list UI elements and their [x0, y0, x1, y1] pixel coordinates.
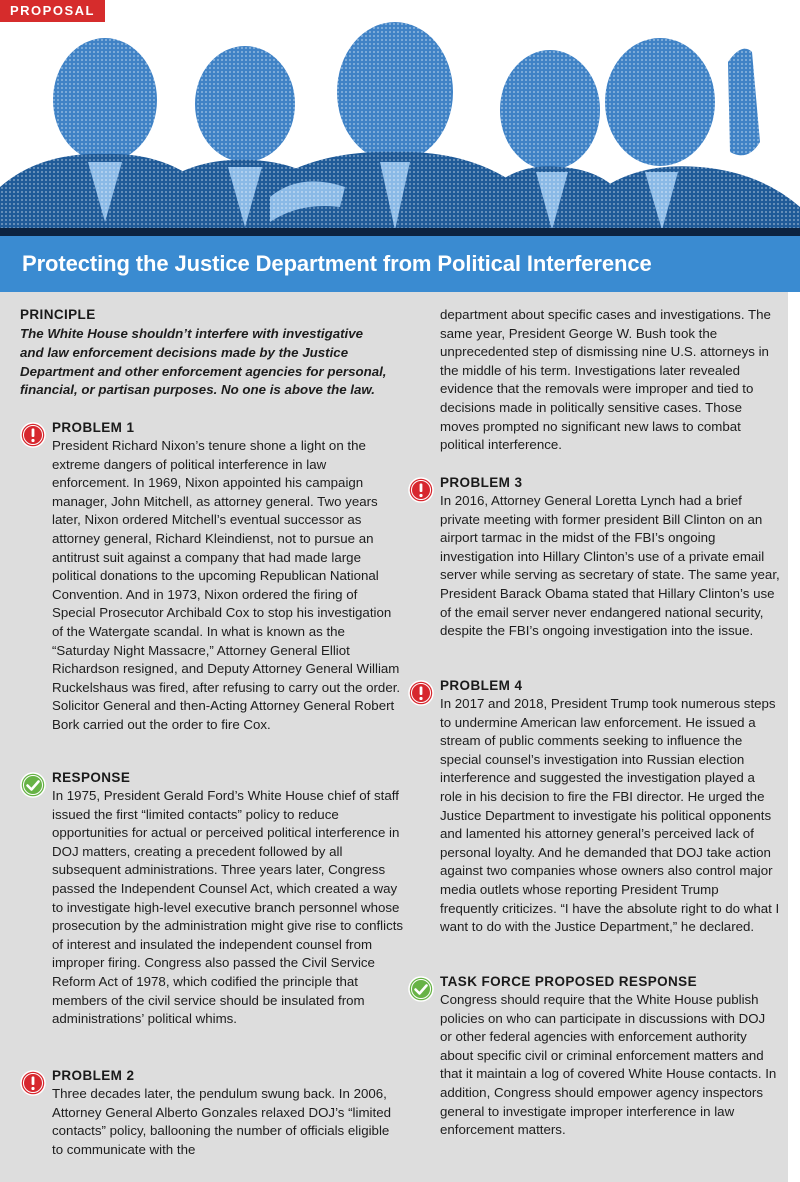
content-panel: [0, 292, 788, 1182]
problem-2-heading: PROBLEM 2: [52, 1068, 135, 1083]
alert-icon: [20, 1070, 46, 1096]
hero-portraits: [0, 22, 800, 230]
alert-icon: [408, 680, 434, 706]
navy-rule: [0, 228, 800, 236]
problem-4-text: In 2017 and 2018, President Trump took numerous steps to undermine American law enforcement. He issued a stream of public comments seeking to influence the special counsel’s investigation into Russian election interference and suggested the investigation played a role in his decision to fire the FBI director. He urged the Justice Department to investigate his political opponents and lamented his attorney general’s perceived lack of personal loyalty. And he demanded that DOJ take action against two companies whose owners also control major media outlets whose reporting President Trump frequently criticizes. “I have the absolute right to do what I want to do with the Justice Department,” he declared.: [440, 696, 780, 935]
response-text: In 1975, President Gerald Ford’s White House chief of staff issued the first “limited contacts” policy to reduce opportunities for actual or perceived political interference in DOJ matters, creating a precedent followed by all subsequent administrations. Three years later, Congress passed the Independent Counsel Act, which created a way to investigate high-level executive branch personnel whose prosecution by the administration might give rise to conflicts of interest and insulated the independent counsel from improper firing. Congress also passed the Civil Service Reform Act of 1978, which codified the principle that members of the civil service should be insulated from administrations’ political whims.: [52, 788, 404, 1027]
checkmark-icon: [20, 772, 46, 798]
problem-2-text: Three decades later, the pendulum swung back. In 2006, Attorney General Alberto Gonzales relaxed DOJ’s “limited contacts” policy, ballooning the number of officials eligible to communicate with the: [52, 1086, 391, 1157]
problem-1-heading: PROBLEM 1: [52, 420, 135, 435]
proposal-tag: PROPOSAL: [0, 0, 105, 22]
checkmark-icon: [408, 976, 434, 1002]
presidents-portrait-image: [0, 22, 800, 230]
problem-1-text: President Richard Nixon’s tenure shone a light on the extreme dangers of political interference in law enforcement. In 1969, Nixon appointed his campaign manager, John Mitchell, as attorney general. Two years later, Nixon ordered Mitchell’s eventual successor as attorney general, Richard Kleindienst, not to pursue an antitrust suit against a company that had made large political donations to the upcoming Republican National Convention. And in 1973, Nixon ordered the firing of Special Prosecutor Archibald Cox to stop his investigation of the Watergate scandal. In what is known as the “Saturday Night Massacre,” Attorney General Elliot Richardson resigned, and Deputy Attorney General William Ruckelshaus was fired, after refusing to carry out the order. Solicitor General and then-Acting Attorney General Robert Bork carried out the order to fire Cox.: [52, 438, 401, 732]
page-title: Protecting the Justice Department from Political Interference: [22, 251, 652, 276]
task-force-heading: TASK FORCE PROPOSED RESPONSE: [440, 974, 697, 989]
response-heading: RESPONSE: [52, 770, 131, 785]
problem-3-text: In 2016, Attorney General Loretta Lynch had a brief private meeting with former president Bill Clinton on an airport tarmac in the midst of the FBI’s ongoing investigation into Hillary Clinton’s use of a private email server while serving as secretary of state. The same year, President Barack Obama stated that Hillary Clinton’s use of the email server never endangered national security, despite the FBI’s ongoing investigation into the issue.: [440, 493, 780, 639]
problem-1-section: [20, 419, 404, 759]
principle-text: The White House shouldn’t interfere with investigative and law enforcement decisions made by the Justice Department and other enforcement agencies for personal, financial, or partisan purposes. No one is above the law.: [20, 326, 387, 398]
problem-2-section: [20, 1067, 404, 1177]
title-banner: [0, 236, 800, 292]
problem-4-heading: PROBLEM 4: [440, 678, 523, 693]
problem-4-section: [408, 677, 778, 967]
principle-heading: PRINCIPLE: [20, 307, 96, 322]
problem-2-continued-text: department about specific cases and investigations. The same year, President George W. Bush took the unprecedented step of dismissing nine U.S. attorneys in the middle of his term. Investigations later revealed evidence that the removals were improper and tied to decisions made in politically sensitive cases. Those moves prompted no significant new laws to combat political interference.: [440, 307, 771, 453]
problem-3-section: [408, 474, 778, 664]
task-force-text: Congress should require that the White House publish policies on who can participate in discussions with DOJ or other federal agencies with enforcement authority about specific civil or criminal enforcement matters and that it maintain a log of covered White House contacts. In addition, Congress should empower agency inspectors general to investigate improper interference in law enforcement matters.: [440, 992, 777, 1138]
problem-2-continued-section: [408, 292, 778, 462]
problem-3-heading: PROBLEM 3: [440, 475, 523, 490]
task-force-response-section: [408, 973, 778, 1153]
response-section: [20, 769, 404, 1059]
alert-icon: [408, 477, 434, 503]
alert-icon: [20, 422, 46, 448]
